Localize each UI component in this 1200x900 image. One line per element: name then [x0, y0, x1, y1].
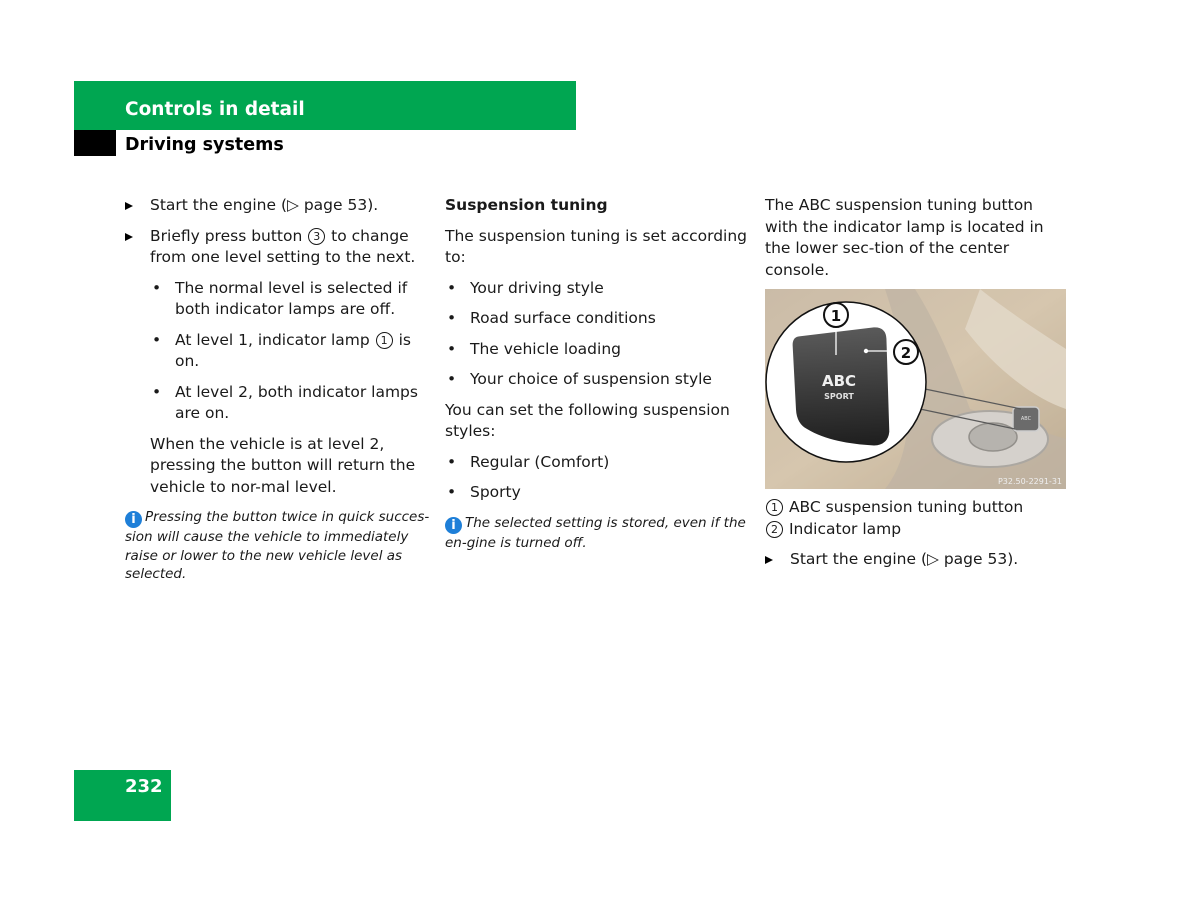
list-item-text-post: is on. — [175, 330, 411, 370]
note-text: The selected setting is stored, even if the en-gine is turned off. — [445, 514, 746, 551]
list-item — [445, 339, 750, 361]
figure-code: P32.50-2291-31 — [997, 477, 1062, 486]
bullet-dot: • — [447, 278, 457, 297]
legend-item — [765, 519, 1070, 541]
list-item — [150, 278, 430, 321]
callout-2: 2 — [900, 344, 912, 362]
info-icon: i — [125, 511, 142, 528]
list-item-text: Your driving style — [470, 278, 604, 297]
column-2 — [445, 195, 750, 552]
list-item-text: The normal level is selected if both indicator lamps are off. — [175, 278, 408, 318]
subsection-marker — [74, 130, 116, 156]
step-start-engine — [765, 549, 1070, 571]
console-figure — [765, 289, 1066, 489]
bullet-dot: • — [447, 309, 457, 327]
list-item — [445, 482, 750, 504]
paragraph: When the vehicle is at level 2, pressing the button will return the vehicle to nor-mal level. — [150, 434, 416, 496]
console-photo — [765, 289, 1066, 489]
info-icon: i — [445, 517, 462, 534]
list-item — [150, 330, 430, 373]
list-item-text: Your choice of suspension style — [470, 370, 712, 388]
arrow-right-icon — [765, 556, 773, 564]
bullet-dot: • — [447, 339, 457, 358]
callout-number: 3 — [308, 228, 325, 245]
callout-number: 1 — [766, 499, 783, 516]
page-number: 232 — [125, 776, 163, 797]
arrow-right-icon — [125, 202, 133, 210]
column-1 — [125, 195, 430, 584]
subsection-title: Driving systems — [125, 135, 284, 155]
list-item — [445, 278, 750, 300]
list-item — [445, 369, 750, 391]
section-title: Controls in detail — [125, 99, 305, 120]
list-item-text: Sporty — [470, 483, 521, 501]
info-note — [125, 508, 430, 584]
bullet-dot: • — [152, 330, 162, 349]
list-item — [445, 308, 750, 330]
list-item-text: At level 2, both indicator lamps are on. — [175, 382, 418, 422]
step-text-post: to change from one level setting to the next. — [150, 226, 416, 266]
note-text: Pressing the button twice in quick succes-sion will cause the vehicle to immediately raise or lower to the new vehicle level as selected. — [125, 509, 430, 582]
step-press-button — [125, 226, 430, 269]
column-3 — [765, 195, 1070, 580]
bullet-dot: • — [152, 278, 162, 297]
paragraph: The ABC suspension tuning button with the indicator lamp is located in the lower sec-tion of the center console. — [765, 196, 1044, 279]
legend-text: ABC suspension tuning button — [788, 498, 1024, 516]
list-item — [150, 382, 430, 425]
list-item-text: The vehicle loading — [470, 339, 621, 358]
arrow-right-icon — [125, 233, 133, 241]
callout-number: 2 — [766, 521, 783, 538]
step-text: Start the engine (▷ page 53). — [150, 196, 379, 214]
bullet-dot: • — [447, 370, 457, 388]
step-start-engine — [125, 195, 430, 217]
info-note — [445, 514, 750, 553]
list-item-text: Road surface conditions — [470, 309, 656, 327]
sport-label: SPORT — [824, 392, 854, 401]
legend-text: Indicator lamp — [788, 519, 902, 538]
callout-1: 1 — [830, 307, 842, 325]
legend-item — [765, 497, 1070, 519]
paragraph: You can set the following suspension styles: — [445, 400, 730, 440]
bullet-dot: • — [447, 452, 457, 471]
list-item — [445, 452, 750, 474]
step-text-pre: Briefly press button — [150, 226, 308, 245]
step-text: Start the engine (▷ page 53). — [790, 550, 1019, 568]
paragraph: The suspension tuning is set according to: — [445, 226, 748, 266]
list-item-text: Regular (Comfort) — [470, 452, 610, 471]
console-button-label: ABC — [1020, 416, 1032, 422]
callout-number: 1 — [376, 332, 393, 349]
bullet-dot: • — [447, 483, 457, 501]
list-item-text-pre: At level 1, indicator lamp — [175, 330, 375, 349]
bullet-dot: • — [152, 382, 162, 401]
section-heading: Suspension tuning — [445, 196, 608, 214]
abc-button-label: ABC — [821, 372, 857, 390]
